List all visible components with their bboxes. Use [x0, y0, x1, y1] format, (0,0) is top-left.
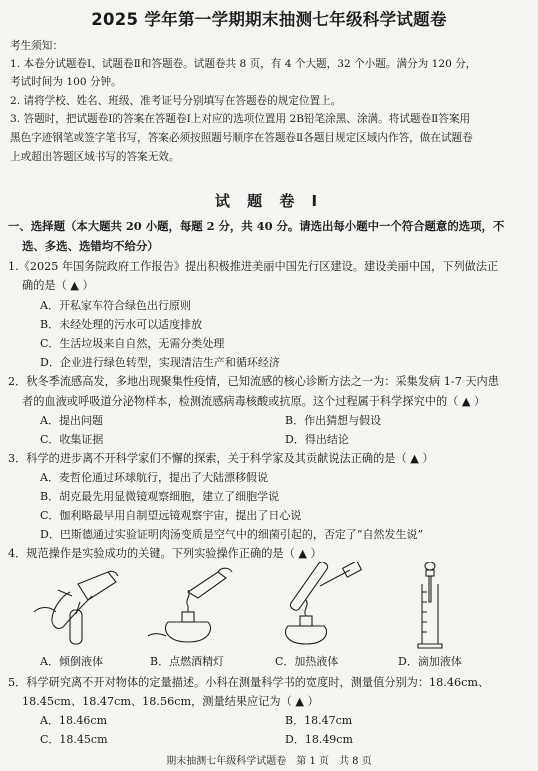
q2-option-c: C．收集证据 [40, 433, 104, 446]
notice-line-2: 2. 请将学校、姓名、班级、准考证号分别填写在答题卷的规定位置上。 [10, 95, 342, 107]
q4-stem: 4．规范操作是实验成功的关键。下列实验操作正确的是（ ▲ ） [8, 547, 322, 560]
notice-line-3: 3. 答题时，把试题卷Ⅰ的答案在答题卷Ⅰ上对应的选项位置用 2B铅笔涂黑、涂满。将试题卷Ⅱ答案用 [10, 113, 471, 125]
pouring-liquid-figure [34, 571, 118, 644]
q5-option-c: C．18.45cm [40, 733, 108, 746]
page-footer: 期末抽测七年级科学试题卷 第 1 页 共 8 页 [166, 756, 372, 767]
q4-option-d: D．滴加液体 [398, 655, 462, 668]
q5-stem-2: 18.45cm、18.47cm、18.56cm，测量结果应记为（ ▲ ） [22, 695, 319, 708]
notice-line-3c: 上或超出答题区域书写的答案无效。 [10, 151, 180, 163]
notice-line-1b: 考试时间为 100 分钟。 [10, 76, 122, 88]
q5-option-a: A．18.46cm [40, 714, 108, 727]
section-title: 试 题 卷 Ⅰ [214, 192, 324, 210]
q1-option-b: B．未经处理的污水可以适度排放 [40, 318, 203, 331]
dropping-liquid-figure [418, 562, 442, 648]
q4-option-a: A．倾倒液体 [40, 655, 103, 668]
q2-option-b: B．作出猜想与假设 [285, 414, 382, 427]
q5-option-b: B．18.47cm [285, 714, 353, 727]
q4-option-b: B．点燃酒精灯 [150, 655, 225, 668]
q1-option-d: D．企业进行绿色转型，实现清洁生产和循环经济 [40, 356, 280, 369]
q3-stem: 3．科学的进步离不开科学家们不懈的探索，关于科学家及其贡献说法正确的是（ ▲ ） [8, 452, 434, 465]
q5-stem-1: 5．科学研究离不开对物体的定量描述。小科在测量科学书的宽度时，测量值分别为：18.46cm、 [8, 676, 490, 689]
q2-stem-2: 者的血液或呼吸道分泌物样本，检测流感病毒核酸或抗原。这个过程属于科学探究中的（ ▲ ） [22, 395, 486, 408]
part1-instruction-2: 选、多选、选错均不给分） [22, 239, 159, 253]
q1-stem-2: 确的是（ ▲ ） [22, 279, 94, 292]
q1-option-a: A．开私家车符合绿色出行原则 [40, 299, 191, 312]
lighting-alcohol-lamp-figure [148, 568, 232, 642]
notice-line-3b: 黑色字迹钢笔或签字笔书写，答案必须按照题号顺序在答题卷Ⅱ各题目规定区域内作答，做在试题卷 [10, 132, 473, 144]
part1-instruction-1: 一、选择题（本大题共 20 小题，每题 2 分，共 40 分。请选出每小题中一个符合题意的选项，不 [8, 219, 505, 233]
q3-option-d: D．巴斯德通过实验证明肉汤变质是空气中的细菌引起的，否定了“自然发生说” [40, 528, 424, 541]
q5-option-d: D．18.49cm [285, 733, 353, 746]
q1-option-c: C．生活垃圾来自自然，无需分类处理 [40, 337, 225, 350]
q3-option-a: A．麦哲伦通过环球航行，提出了大陆漂移假说 [40, 471, 268, 484]
notice-heading: 考生须知： [10, 40, 63, 52]
q2-option-a: A．提出问题 [40, 414, 103, 427]
q4-option-c: C．加热液体 [275, 655, 339, 668]
q2-stem-1: 2．秋冬季流感高发，多地出现聚集性疫情，已知流感的核心诊断方法之一为：采集发病 1-7 天内患 [8, 375, 499, 388]
q2-option-d: D．得出结论 [285, 433, 349, 446]
q1-stem-1: 1.《2025 年国务院政府工作报告》提出积极推进美丽中国先行区建设。建设美丽中国，下列做法正 [8, 260, 499, 273]
notice-line-1: 1. 本卷分试题卷Ⅰ、试题卷Ⅱ和答题卷。试题卷共 8 页，有 4 个大题，32 个小题。满分为 120 分， [10, 58, 477, 70]
q3-option-b: B．胡克最先用显微镜观察细胞，建立了细胞学说 [40, 490, 280, 503]
heating-liquid-figure [285, 562, 361, 644]
q4-experiment-figures [30, 562, 500, 650]
page-title: 2025 学年第一学期期末抽测七年级科学试题卷 [91, 10, 447, 29]
q3-option-c: C．伽利略最早用自制望远镜观察宇宙，提出了日心说 [40, 509, 302, 522]
